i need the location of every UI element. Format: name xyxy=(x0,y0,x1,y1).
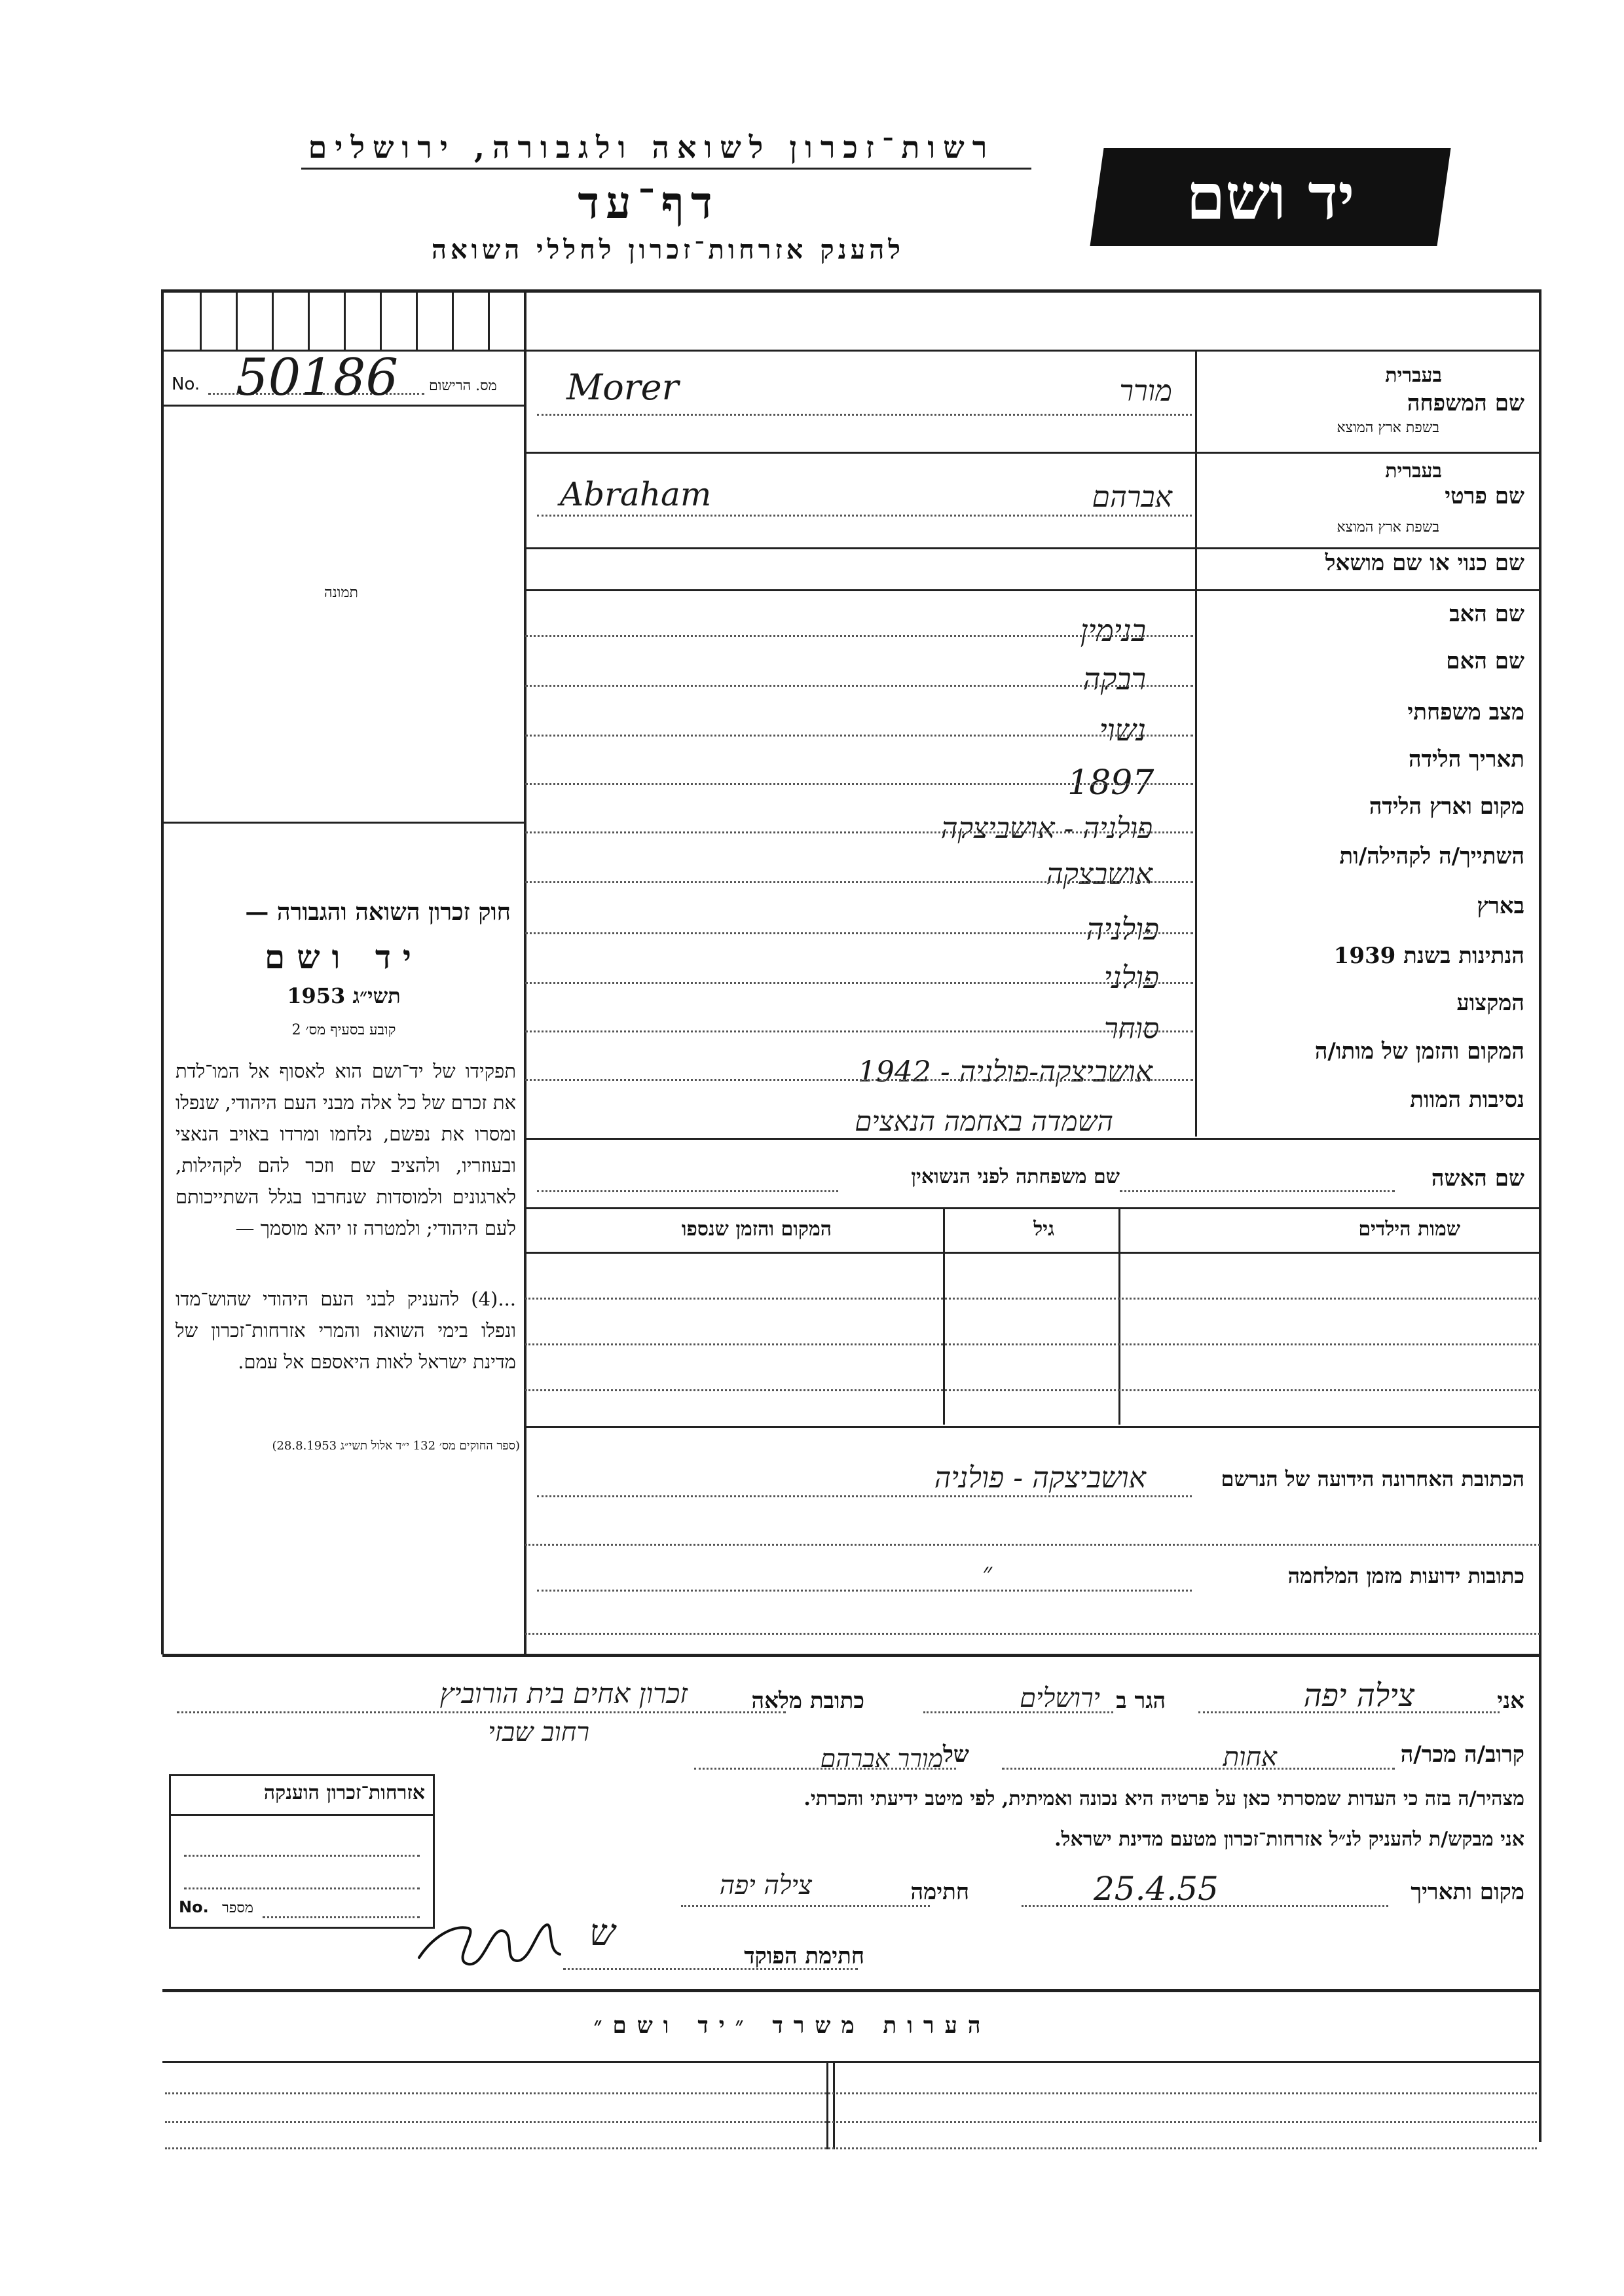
grid-cell xyxy=(452,289,454,350)
wife-line xyxy=(1120,1190,1395,1192)
row-line xyxy=(525,932,1193,934)
declarant-address-label: כתובת מלאה xyxy=(751,1688,864,1714)
first-name-line xyxy=(537,515,1192,517)
death-place-time-value: אושביצקה-פולניה - 1942 xyxy=(857,1055,1153,1089)
notes-divider xyxy=(826,2061,828,2149)
death-circumstances-value: השמדה באחמה הנאצים xyxy=(855,1105,1113,1137)
grid-cell xyxy=(200,289,202,350)
stamp-box-line xyxy=(263,1916,420,1918)
children-place-header: המקום והזמן שנספו xyxy=(681,1218,832,1241)
children-row xyxy=(525,1389,1540,1391)
stamp-box-rule xyxy=(171,1814,433,1816)
grid-cell xyxy=(380,289,382,350)
frame-left xyxy=(161,289,164,1654)
last-address-label: הכתובת האחרונה הידועה של הנרשם xyxy=(1221,1467,1524,1491)
row-line xyxy=(525,831,1193,833)
place-date-label: מקום ותאריך xyxy=(1411,1879,1524,1905)
authority-underline xyxy=(301,168,1031,170)
row-line xyxy=(525,982,1193,984)
row-line xyxy=(537,1590,1192,1592)
officer-signature-label: חתימת הפוקד xyxy=(744,1943,864,1969)
nickname-label: שם כנוי או שם מושאל xyxy=(1325,550,1524,576)
photo-label: תמונה xyxy=(324,585,358,601)
row-line xyxy=(525,881,1193,883)
children-bottom xyxy=(525,1426,1540,1428)
details-bottom xyxy=(525,1138,1540,1140)
birth-date-label: תאריך הלידה xyxy=(1408,746,1524,773)
declarant-address: זכרון אחים בית הורוביץ xyxy=(439,1677,688,1709)
declarant-relative-label: קרוב/ה מכר/ה xyxy=(1400,1741,1524,1768)
stamp-box-line xyxy=(184,1855,420,1857)
declarant-resides-label: הגר ב xyxy=(1116,1688,1166,1714)
row-line xyxy=(694,1768,956,1770)
family-name-origin-value: Morer xyxy=(566,367,679,408)
frame-right xyxy=(1539,289,1541,2142)
grid-cell xyxy=(344,289,346,350)
notes-heading-bottom xyxy=(162,2061,1541,2063)
country-label: בארץ xyxy=(1477,893,1524,919)
first-name-hebrew-label: בעברית xyxy=(1385,460,1442,483)
law-paragraph-2: ...(4) להעניק לבני העם היהודי שהוש־מדו ונפלו בימי השואה והמרי אזרחות־זכרון של מדינת ישראל לאות היאספם אל עמם. xyxy=(175,1288,516,1373)
row-line xyxy=(525,685,1193,687)
declarant-relation-of: מורר אברהם xyxy=(820,1744,943,1773)
registration-number: 50186 xyxy=(236,348,399,407)
row-separator xyxy=(525,547,1540,549)
law-heading: חוק זכרון השואה והגבורה — xyxy=(245,898,511,926)
law-name: יד ושם xyxy=(265,938,423,976)
notes-line xyxy=(165,2147,1537,2149)
row-line xyxy=(525,1633,1540,1635)
notes-top xyxy=(162,1989,1541,1992)
grid-cell xyxy=(272,289,274,350)
citizenship-label: הנתינות בשנת 1939 xyxy=(1333,943,1524,969)
profession-value: סוחר xyxy=(1104,1012,1159,1046)
authority-title: רשות־זכרון לשואה ולגבורה, ירושלים xyxy=(308,130,995,165)
registration-label: מס. הרישום xyxy=(429,378,497,394)
stamp-box-line xyxy=(184,1887,420,1889)
row-line xyxy=(525,1079,1193,1081)
declarant-i-label: אני xyxy=(1497,1688,1524,1714)
mother-value: רבקה xyxy=(1082,661,1146,697)
stamp-box xyxy=(169,1774,435,1929)
section-divider xyxy=(162,1654,1541,1657)
declarant-city: ירושלים xyxy=(1020,1683,1100,1713)
row-line xyxy=(681,1905,930,1907)
birth-place-value: פולניה - אושביצקה xyxy=(940,812,1153,845)
row-line xyxy=(1198,1711,1500,1713)
children-age-header: גיל xyxy=(1033,1218,1054,1241)
row-line xyxy=(177,1711,786,1713)
family-name-line xyxy=(537,414,1192,416)
marital-value: נשוי xyxy=(1099,712,1146,748)
col-divider xyxy=(524,289,526,1654)
family-name-hebrew-value: מורר xyxy=(1119,374,1172,408)
request-text: אני מבקש/ת להעניק לנ״ל אזרחות־זכרון מטעם מדינת ישראל. xyxy=(1054,1828,1524,1851)
row-line xyxy=(923,1711,1113,1713)
notes-divider xyxy=(833,2061,835,2149)
family-name-origin-label: בשפת ארץ המוצא xyxy=(1337,420,1439,436)
row-line xyxy=(525,1030,1193,1032)
row-separator xyxy=(525,589,1540,591)
children-row xyxy=(525,1298,1540,1300)
children-col-divider xyxy=(943,1209,945,1425)
yad-vashem-logo xyxy=(1090,148,1450,246)
row-line xyxy=(1002,1768,1395,1770)
label-divider xyxy=(1195,351,1197,1137)
stamp-box-no: No. xyxy=(179,1898,209,1916)
officer-signature-initial: ש xyxy=(589,1912,616,1954)
grid-cell xyxy=(308,289,310,350)
country-value: פולניה xyxy=(1086,911,1159,947)
frame-top xyxy=(162,289,1541,293)
form-subtitle: להענק אזרחות־זכרון לחללי השואה xyxy=(432,234,904,265)
law-clause: קובע בסעיף מס׳ 2 xyxy=(291,1022,396,1038)
grid-cell xyxy=(488,289,490,350)
family-name-label: שם המשפחה xyxy=(1407,390,1524,416)
row-line xyxy=(525,735,1193,737)
notes-line xyxy=(165,2092,1537,2094)
wife-bottom xyxy=(525,1207,1540,1209)
citizenship-value: פולני xyxy=(1103,960,1159,995)
death-circumstances-label: נסיבות המוות xyxy=(1410,1087,1524,1113)
birth-place-label: מקום וארץ הלידה xyxy=(1369,793,1524,820)
children-col-divider xyxy=(1118,1209,1120,1425)
first-name-origin-value: Abraham xyxy=(560,475,712,513)
declare-text: מצהיר/ה בזה כי העדות שמסרתי כאן על פרטיה היא נכונה ואמיתית, לפי מיטב ידיעתי והכרתי. xyxy=(803,1787,1524,1810)
death-place-time-label: המקום והזמן של מותו/ה xyxy=(1314,1038,1524,1065)
declarant-of-label: של xyxy=(943,1741,969,1768)
stamp-box-title: אזרחות־זכרון הוענקה xyxy=(263,1781,425,1804)
row-line xyxy=(525,783,1193,785)
row-line xyxy=(525,635,1193,637)
community-label: השתייך/ה לקהילה/ות xyxy=(1339,843,1524,869)
stamp-box-number-label: מספר xyxy=(222,1900,253,1916)
wife-maiden-line xyxy=(537,1190,838,1192)
mother-label: שם האם xyxy=(1446,648,1524,674)
children-header-bottom xyxy=(525,1252,1540,1254)
wife-label: שם האשה xyxy=(1431,1165,1524,1192)
officer-signature xyxy=(406,1899,642,1984)
row-separator xyxy=(525,452,1540,454)
photo-box-bottom xyxy=(162,822,524,824)
profession-label: המקצוע xyxy=(1456,990,1524,1016)
children-names-header: שמות הילדים xyxy=(1358,1218,1460,1241)
grid-cell xyxy=(236,289,238,350)
declarant-address-line2: רחוב שבזי xyxy=(488,1717,589,1747)
logo-text: יד ושם xyxy=(1186,160,1355,234)
row-line xyxy=(1022,1905,1388,1907)
form-title: דף־עד xyxy=(578,177,719,229)
notes-line xyxy=(165,2121,1537,2123)
declarant-signature: צילה יפה xyxy=(719,1870,812,1901)
war-addresses-value: ״ xyxy=(982,1558,993,1588)
law-year: תשי״ג 1953 xyxy=(287,983,401,1008)
war-addresses-label: כתובות ידועות מזמן המלחמה xyxy=(1287,1563,1524,1588)
father-value: בנימין xyxy=(1080,613,1146,648)
first-name-hebrew-value: אברהם xyxy=(1092,481,1172,514)
declaration-date: 25.4.55 xyxy=(1094,1870,1219,1908)
office-notes-heading: הערות משרד ״יד ושם״ xyxy=(593,2013,991,2039)
row-line xyxy=(525,1544,1540,1546)
no-prefix: No. xyxy=(172,374,200,394)
marital-label: מצב משפחתי xyxy=(1407,699,1524,725)
wife-maiden-label: שם משפחתה לפני הנשואין xyxy=(911,1165,1120,1188)
community-value: אושבצקה xyxy=(1046,858,1153,891)
birth-date-value: 1897 xyxy=(1067,763,1154,803)
family-name-hebrew-label: בעברית xyxy=(1385,364,1442,387)
grid-cell xyxy=(416,289,418,350)
children-row xyxy=(525,1343,1540,1345)
photo-box-top xyxy=(162,405,524,407)
declarant-relation: אחות xyxy=(1223,1742,1277,1772)
row-line xyxy=(537,1495,1192,1497)
last-address-value: אושביצקה - פולניה xyxy=(934,1461,1146,1495)
signature-label: חתימה xyxy=(910,1879,969,1905)
law-paragraph-1: תפקידו של יד־ושם הוא לאסוף אל המו־לדת את זכרם של כל אלה מבני העם היהודי, שנפלו ומסרו את נפשם, נלחמו ומרדו באויב הנאצי ובעוזריו, ולהציב שם וזכר להם לקהילות, לארגונים ולמוסדות שנחרבו בגלל השתייכותם לעם היהודי; ולמטרה זו יהא מוסמך — xyxy=(175,1060,516,1239)
first-name-label: שם פרטי xyxy=(1445,483,1524,509)
first-name-origin-label: בשפת ארץ המוצא xyxy=(1337,519,1439,536)
declarant-name: צילה יפה xyxy=(1303,1677,1414,1714)
father-label: שם האב xyxy=(1449,601,1524,627)
law-source: (ספר החוקים מס׳ 132 י״ד אלול תשי״ג 28.8.1953) xyxy=(272,1439,520,1453)
